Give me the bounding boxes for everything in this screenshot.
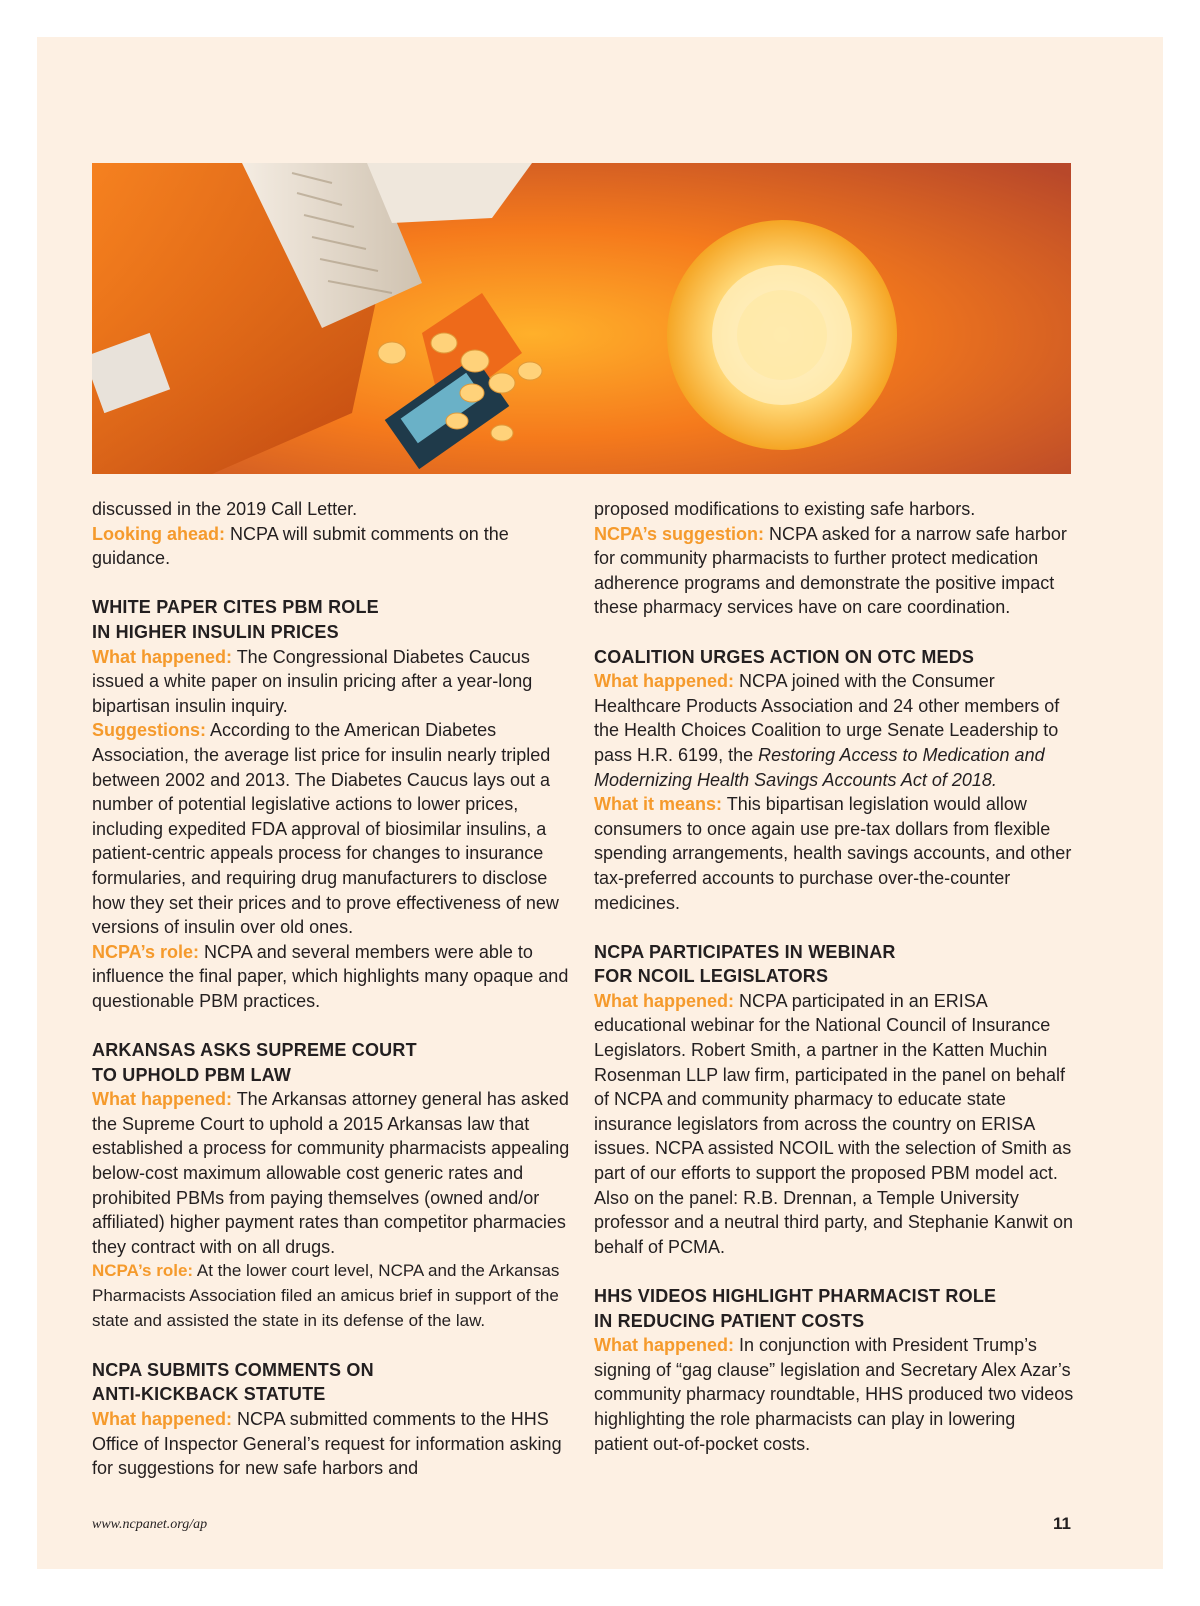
right-column	[594, 497, 1074, 1456]
section2-paragraph-1	[92, 1087, 572, 1259]
continued-line: proposed modifications to existing safe harbors.	[594, 499, 976, 519]
left-column	[92, 497, 572, 1481]
pill-bottles-photo-icon	[92, 163, 1071, 474]
ncpa-suggestion-paragraph	[594, 522, 1074, 620]
section1-paragraph-2	[92, 718, 572, 939]
act-title: Restoring Access to Medication and Modernizing Health Savings Accounts Act of 2018.	[594, 744, 1045, 790]
section6-heading-line2: IN REDUCING PATIENT COSTS	[594, 1310, 865, 1331]
ncpa-role-lead: NCPA’s role:	[92, 1261, 194, 1281]
section1-heading-line2: IN HIGHER INSULIN PRICES	[92, 621, 339, 642]
section5-p1-text: NCPA participated in an ERISA educational webinar for the National Council of Insurance Legislators. Robert Smith, a partner in the Katten Muchin Rosenman LLP law firm, participated in the panel on behalf of NCPA and community pharmacy to educate state insurance legislators from across the country on ERISA issues. NCPA assisted NCOIL with the selection of Smith as part of our efforts to support the proposed PBM model act. Also on the panel: R.B. Drennan, a Temple University professor and a neutral third party, and Stephanie Kanwit on behalf of PCMA.	[594, 990, 1073, 1257]
section4-paragraph-1	[594, 669, 1074, 792]
section4-p1-text: NCPA joined with the Consumer Healthcare Products Association and 24 other members of the Health Choices Coalition to urge Senate Leadership to pass H.R. 6199, the	[594, 671, 1060, 765]
what-it-means-lead: What it means:	[594, 794, 723, 815]
section2-heading-line1: ARKANSAS ASKS SUPREME COURT	[92, 1040, 417, 1061]
ncpa-suggestion-text: NCPA asked for a narrow safe harbor for community pharmacists to further protect medication adherence programs and demonstrate the positive impact these pharmacy services have on care coordination.	[594, 523, 1067, 618]
section5-paragraph-1	[594, 989, 1074, 1260]
what-happened-lead: What happened:	[92, 646, 232, 667]
section1-paragraph-3	[92, 940, 572, 1014]
intro-text: NCPA will submit comments on the guidance.	[92, 523, 509, 569]
section2-paragraph-2	[92, 1259, 572, 1333]
section6-paragraph-1	[594, 1333, 1074, 1456]
section6-p1-text: In conjunction with President Trump’s signing of “gag clause” legislation and Secretary Alex Azar’s community pharmacy roundtable, HHS produced two videos highlighting the role pharmacists can play in lowering patient out-of-pocket costs.	[594, 1335, 1074, 1454]
section3-paragraph-1	[92, 1407, 572, 1481]
what-happened-lead: What happened:	[594, 1335, 734, 1356]
ncpa-suggestion-lead: NCPA’s suggestion:	[594, 523, 765, 544]
section2-p2-text: At the lower court level, NCPA and the Arkansas Pharmacists Association filed an amicus brief in support of the state and assisted the state in its defense of the law.	[92, 1261, 560, 1330]
section2-heading-line2: TO UPHOLD PBM LAW	[92, 1064, 292, 1085]
section4-heading: COALITION URGES ACTION ON OTC MEDS	[594, 646, 975, 667]
what-happened-lead: What happened:	[594, 671, 734, 692]
pill-bottles-photo	[92, 163, 1071, 474]
section5-heading-line1: NCPA PARTICIPATES IN WEBINAR	[594, 941, 896, 962]
section4-paragraph-2	[594, 792, 1074, 915]
what-happened-lead: What happened:	[594, 990, 734, 1011]
intro-paragraph	[92, 522, 572, 571]
what-happened-lead: What happened:	[92, 1408, 232, 1429]
section1-p1-text: The Congressional Diabetes Caucus issued a white paper on insulin pricing after a year-long bipartisan insulin inquiry.	[92, 646, 533, 716]
section1-p3-text: NCPA and several members were able to influence the final paper, which highlights many opaque and questionable PBM practices.	[92, 941, 569, 1011]
intro-line: discussed in the 2019 Call Letter.	[92, 499, 358, 519]
section5-heading-line2: FOR NCOIL LEGISLATORS	[594, 966, 829, 987]
section1-p2-text: According to the American Diabetes Association, the average list price for insulin nearly tripled between 2002 and 2013. The Diabetes Caucus lays out a number of potential legislative actions to lower prices, including expedited FDA approval of biosimilar insulins, a patient-centric appeals process for changes to insurance formularies, and requiring drug manufacturers to disclose how they set their prices and to prove effectiveness of new versions of insulin over old ones.	[92, 720, 559, 938]
ncpa-role-lead: NCPA’s role:	[92, 941, 200, 962]
section1-paragraph-1	[92, 645, 572, 719]
section3-heading-line2: ANTI-KICKBACK STATUTE	[92, 1384, 326, 1405]
what-happened-lead: What happened:	[92, 1089, 232, 1110]
looking-ahead-lead: Looking ahead:	[92, 523, 226, 544]
suggestions-lead: Suggestions:	[92, 720, 207, 741]
section6-heading-line1: HHS VIDEOS HIGHLIGHT PHARMACIST ROLE	[594, 1286, 997, 1306]
section1-heading-line1: WHITE PAPER CITES PBM ROLE	[92, 597, 379, 618]
section3-heading-line1: NCPA SUBMITS COMMENTS ON	[92, 1359, 374, 1380]
section3-p1-text: NCPA submitted comments to the HHS Office of Inspector General’s request for information asking for suggestions for new safe harbors and	[92, 1408, 562, 1479]
page-number: 11	[1053, 1514, 1071, 1533]
footer-url[interactable]: www.ncpanet.org/ap	[92, 1517, 208, 1532]
section4-p2-text: This bipartisan legislation would allow consumers to once again use pre-tax dollars from flexible spending arrangements, health savings accounts, and other tax-preferred accounts to purchase over-the-counter medicines.	[594, 794, 1072, 913]
section2-p1-text: The Arkansas attorney general has asked the Supreme Court to uphold a 2015 Arkansas law that established a process for community pharmacists appealing below-cost maximum allowable cost generic rates and prohibited PBMs from paying themselves (owned and/or affiliated) higher payment rates than competitor pharmacies they contract with on all drugs.	[92, 1089, 570, 1257]
